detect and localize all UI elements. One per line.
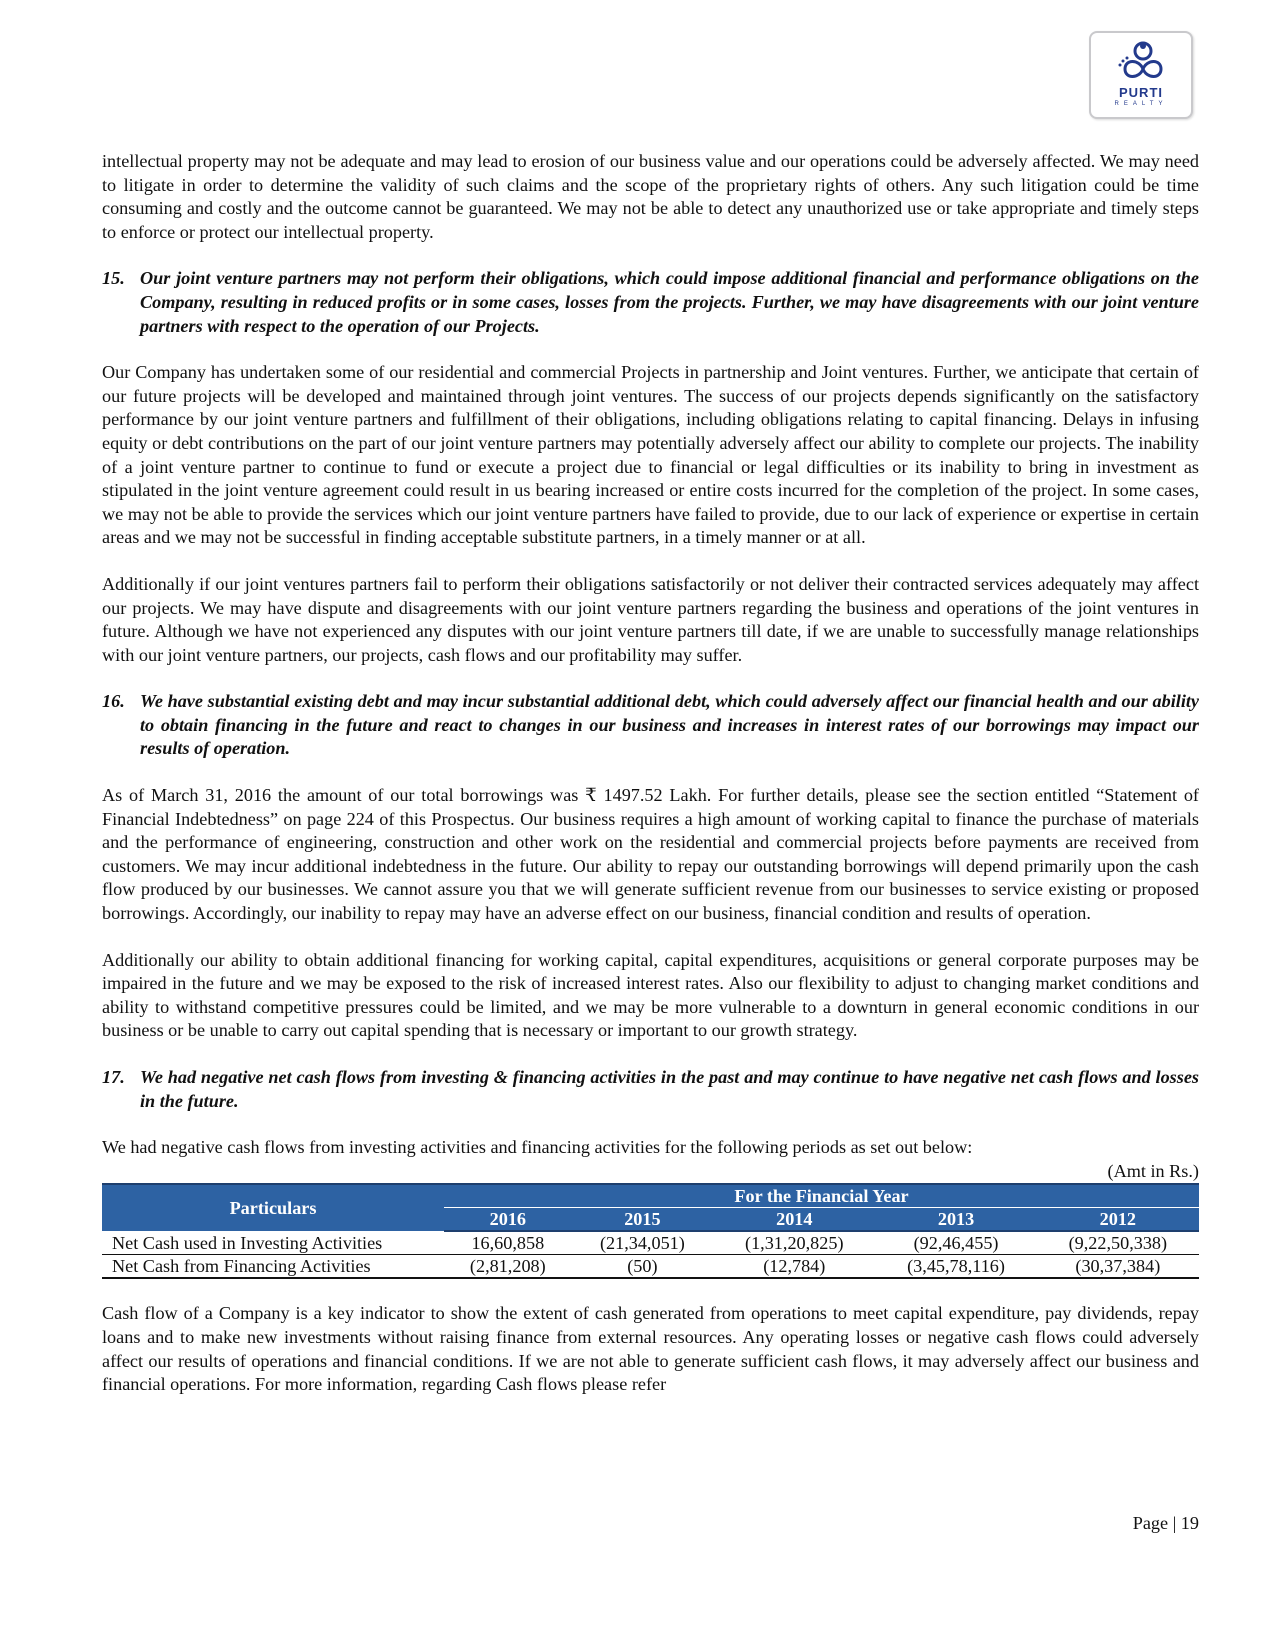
heading-number: 16. [102, 691, 125, 712]
risk-heading-17 [102, 1066, 1199, 1113]
paragraph-17a: We had negative cash flows from investing activities and financing activities for the following periods as set out below: [102, 1137, 973, 1158]
logo-wordmark: PURTI [1119, 85, 1163, 100]
amount-unit-note: (Amt in Rs.) [1107, 1160, 1199, 1181]
logo-subtitle: REALTY [1114, 101, 1168, 107]
heading-text: Our joint venture partners may not perform their obligations, which could impose additional financial and performance obligations on the Company, resulting in reduced profits or in some cases, losses from the projects. Further, we may have disagreements with our joint venture partners with respect to the operation of our Projects. [140, 268, 1199, 336]
heading-number: 17. [102, 1067, 125, 1087]
page-number: Page | 19 [1132, 1513, 1199, 1533]
company-logo [1089, 31, 1193, 119]
table-cell: (1,31,20,825) [713, 1231, 875, 1255]
table-cell: (30,37,384) [1037, 1255, 1199, 1279]
year-header: 2012 [1037, 1208, 1199, 1232]
year-header: 2013 [875, 1208, 1036, 1232]
risk-heading-15 [102, 267, 1199, 338]
cash-flow-table [102, 1183, 1199, 1279]
table-cell: (3,45,78,116) [875, 1255, 1036, 1279]
table-cell: (50) [572, 1255, 714, 1279]
table-cell: 16,60,858 [444, 1231, 572, 1255]
year-header: 2015 [572, 1208, 714, 1232]
row-label: Net Cash used in Investing Activities [102, 1231, 444, 1255]
table-cell: (12,784) [713, 1255, 875, 1279]
risk-heading-16 [102, 690, 1199, 761]
table-cell: (92,46,455) [875, 1231, 1036, 1255]
heading-text: We have substantial existing debt and may incur substantial additional debt, which could adversely affect our financial health and our ability to obtain financing in the future and react to changes in our business and increases in interest rates of our borrowings may impact our results of operation. [140, 691, 1199, 759]
paragraph-16a: As of March 31, 2016 the amount of our total borrowings was ₹ 1497.52 Lakh. For further details, please see the section entitled “Statement of Financial Indebtedness” on page 224 of this Prospectus. Our business requires a high amount of working capital to finance the purchase of materials and the performance of engineering, construction and other work on the residential and commercial projects before payments are received from customers. We may incur additional indebtedness in the future. Our ability to repay our outstanding borrowings will depend primarily upon the cash flow produced by our businesses. We cannot assure you that we will generate sufficient revenue from our businesses to service existing or proposed borrowings. Accordingly, our inability to repay may have an adverse effect on our business, financial condition and results of operation. [102, 785, 1199, 924]
table-row [102, 1255, 1199, 1279]
row-label: Net Cash from Financing Activities [102, 1255, 444, 1279]
table-cell: (9,22,50,338) [1037, 1231, 1199, 1255]
year-header: 2016 [444, 1208, 572, 1232]
heading-text: We had negative net cash flows from investing & financing activities in the past and may continue to have negative net cash flows and losses in the future. [140, 1067, 1199, 1111]
purti-emblem-icon [1113, 37, 1173, 85]
paragraph-continued: intellectual property may not be adequate and may lead to erosion of our business value and our operations could be adversely affected. We may need to litigate in order to determine the validity of such claims and the scope of the proprietary rights of others. Any such litigation could be time consuming and costly and the outcome cannot be guaranteed. We may not be able to detect any unauthorized use or take appropriate and timely steps to enforce or protect our intellectual property. [102, 151, 1199, 242]
table-cell: (2,81,208) [444, 1255, 572, 1279]
paragraph-16b: Additionally our ability to obtain additional financing for working capital, capital expenditures, acquisitions or general corporate purposes may be impaired in the future and we may be exposed to the risk of increased interest rates. Also our flexibility to adjust to changing market conditions and ability to withstand competitive pressures could be limited, and we may be more vulnerable to a downturn in general economic conditions in our business or be unable to carry out capital spending that is necessary or important to our growth strategy. [102, 949, 1199, 1041]
table-cell: (21,34,051) [572, 1231, 714, 1255]
table-row [102, 1231, 1199, 1255]
page-body [102, 150, 1199, 1397]
heading-number: 15. [102, 268, 125, 289]
paragraph-15a: Our Company has undertaken some of our residential and commercial Projects in partnership and Joint ventures. Further, we anticipate that certain of our future projects will be developed and maintained through joint ventures. The success of our projects depends significantly on the satisfactory performance by our joint venture partners and fulfillment of their obligations, including obligations relating to capital financing. Delays in infusing equity or debt contributions on the part of our joint venture partners may potentially adversely affect our ability to complete our projects. The inability of a joint venture partner to continue to fund or execute a project due to financial or legal difficulties or its inability to bring in investment as stipulated in the joint venture agreement could result in us bearing increased or entire costs incurred for the completion of the project. In some cases, we may not be able to provide the services which our joint venture partners have failed to provide, due to our lack of experience or expertise in certain areas and we may not be successful in finding acceptable substitute partners, in a timely manner or at all. [102, 362, 1199, 548]
financial-year-header: For the Financial Year [444, 1184, 1199, 1208]
paragraph-15b: Additionally if our joint ventures partners fail to perform their obligations satisfactorily or not deliver their contracted services adequately may affect our projects. We may have dispute and disagreements with our joint venture partners regarding the business and operations of the joint ventures in future. Although we have not experienced any disputes with our joint venture partners till date, if we are unable to successfully manage relationships with our joint venture partners, our projects, cash flows and our profitability may suffer. [102, 573, 1199, 665]
paragraph-17b: Cash flow of a Company is a key indicator to show the extent of cash generated from operations to meet capital expenditure, pay dividends, repay loans and to make new investments without raising finance from external resources. Any operating losses or negative cash flows could adversely affect our results of operations and financial conditions. If we are not able to generate sufficient cash flows, it may adversely affect our business and financial operations. For more information, regarding Cash flows please refer [102, 1303, 1199, 1395]
particulars-header: Particulars [102, 1184, 444, 1231]
year-header: 2014 [713, 1208, 875, 1232]
